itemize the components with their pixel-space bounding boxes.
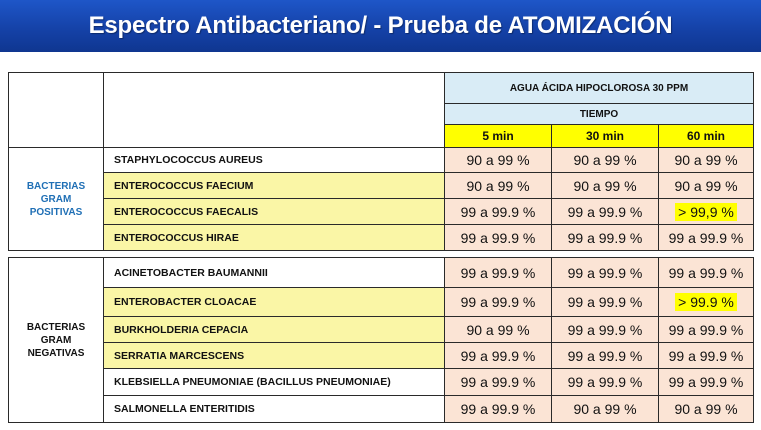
value-text: 99 a 99.9 %	[460, 294, 536, 310]
value-cell	[552, 199, 659, 225]
bacteria-name: STAPHYLOCOCCUS AUREUS	[104, 148, 445, 173]
value-text-highlighted: > 99,9 %	[675, 203, 737, 221]
value-cell	[659, 199, 754, 225]
value-text: 99 a 99.9 %	[567, 321, 643, 338]
value-cell	[445, 317, 552, 343]
value-cell	[445, 148, 552, 173]
value-text: 99 a 99.9 %	[460, 347, 536, 364]
group-label-line: BACTERIAS	[26, 321, 86, 333]
value-cell	[552, 258, 659, 288]
product-header: AGUA ÁCIDA HIPOCLOROSA 30 PPM	[445, 73, 754, 104]
value-cell	[659, 288, 754, 317]
value-cell	[552, 396, 659, 423]
value-cell	[552, 317, 659, 343]
value-text: 99 a 99.9 %	[460, 374, 536, 390]
value-text: 99 a 99.9 %	[460, 401, 536, 417]
page-title: Espectro Antibacteriano/ - Prueba de ATOMIZACIÓN	[88, 12, 673, 39]
value-text: 90 a 99 %	[466, 321, 530, 338]
value-text: 99 a 99.9 %	[567, 203, 643, 220]
value-cell	[659, 258, 754, 288]
value-text: 90 a 99 %	[573, 177, 637, 194]
value-cell	[552, 148, 659, 173]
time-60-min-header: 60 min	[659, 125, 754, 148]
group-label-line: POSITIVAS	[29, 206, 83, 218]
value-text: 99 a 99.9 %	[668, 321, 744, 338]
time-header: TIEMPO	[445, 104, 754, 125]
blank-corner-cell	[104, 73, 445, 148]
value-text: 99 a 99.9 %	[460, 264, 536, 281]
bacteria-name: BURKHOLDERIA CEPACIA	[104, 317, 445, 343]
value-cell	[552, 173, 659, 199]
bacteria-name: SALMONELLA ENTERITIDIS	[104, 396, 445, 423]
value-cell	[552, 288, 659, 317]
gram-positive-label	[9, 148, 104, 251]
group-label-line: GRAM	[40, 334, 72, 346]
gram-negative-table	[8, 257, 754, 423]
value-text: 99 a 99.9 %	[567, 264, 643, 281]
group-label-line: BACTERIAS	[26, 180, 86, 192]
bacteria-name: SERRATIA MARCESCENS	[104, 343, 445, 369]
value-cell	[659, 317, 754, 343]
value-cell	[552, 369, 659, 396]
value-cell	[445, 258, 552, 288]
time-30-min-header: 30 min	[552, 125, 659, 148]
value-cell	[659, 343, 754, 369]
group-label-line: NEGATIVAS	[27, 347, 85, 359]
value-text: 99 a 99.9 %	[668, 374, 744, 390]
value-text-highlighted: > 99.9 %	[675, 293, 737, 311]
value-text: 99 a 99.9 %	[460, 229, 536, 246]
value-cell	[445, 396, 552, 423]
value-cell	[445, 173, 552, 199]
gram-negative-label	[9, 258, 104, 423]
blank-corner-cell	[9, 73, 104, 148]
value-cell	[659, 369, 754, 396]
bacteria-name: ENTEROCOCCUS HIRAE	[104, 225, 445, 251]
value-cell	[659, 148, 754, 173]
group-label-line: GRAM	[40, 193, 72, 205]
value-text: 90 a 99 %	[674, 152, 738, 168]
gram-positive-table	[8, 72, 754, 251]
value-text: 99 a 99.9 %	[668, 347, 744, 364]
bacteria-name: ACINETOBACTER BAUMANNII	[104, 258, 445, 288]
bacteria-name: ENTEROBACTER CLOACAE	[104, 288, 445, 317]
value-text: 90 a 99 %	[466, 177, 530, 194]
value-text: 99 a 99.9 %	[668, 229, 744, 246]
value-cell	[552, 225, 659, 251]
value-cell	[445, 369, 552, 396]
value-cell	[659, 225, 754, 251]
value-text: 99 a 99.9 %	[567, 347, 643, 364]
value-cell	[445, 288, 552, 317]
value-text: 90 a 99 %	[674, 401, 738, 417]
value-cell	[659, 396, 754, 423]
value-text: 90 a 99 %	[573, 401, 637, 417]
value-cell	[445, 199, 552, 225]
value-text: 99 a 99.9 %	[567, 294, 643, 310]
value-text: 99 a 99.9 %	[567, 374, 643, 390]
time-5-min-header: 5 min	[445, 125, 552, 148]
bacteria-name: KLEBSIELLA PNEUMONIAE (BACILLUS PNEUMONIAE)	[104, 369, 445, 396]
bacteria-name: ENTEROCOCCUS FAECALIS	[104, 199, 445, 225]
value-text: 99 a 99.9 %	[460, 203, 536, 220]
bacteria-name: ENTEROCOCCUS FAECIUM	[104, 173, 445, 199]
value-text: 90 a 99 %	[466, 152, 530, 168]
value-cell	[445, 343, 552, 369]
value-text: 99 a 99.9 %	[567, 229, 643, 246]
value-cell	[659, 173, 754, 199]
value-text: 90 a 99 %	[573, 152, 637, 168]
value-cell	[552, 343, 659, 369]
value-cell	[445, 225, 552, 251]
value-text: 99 a 99.9 %	[668, 264, 744, 281]
value-text: 90 a 99 %	[674, 177, 738, 194]
